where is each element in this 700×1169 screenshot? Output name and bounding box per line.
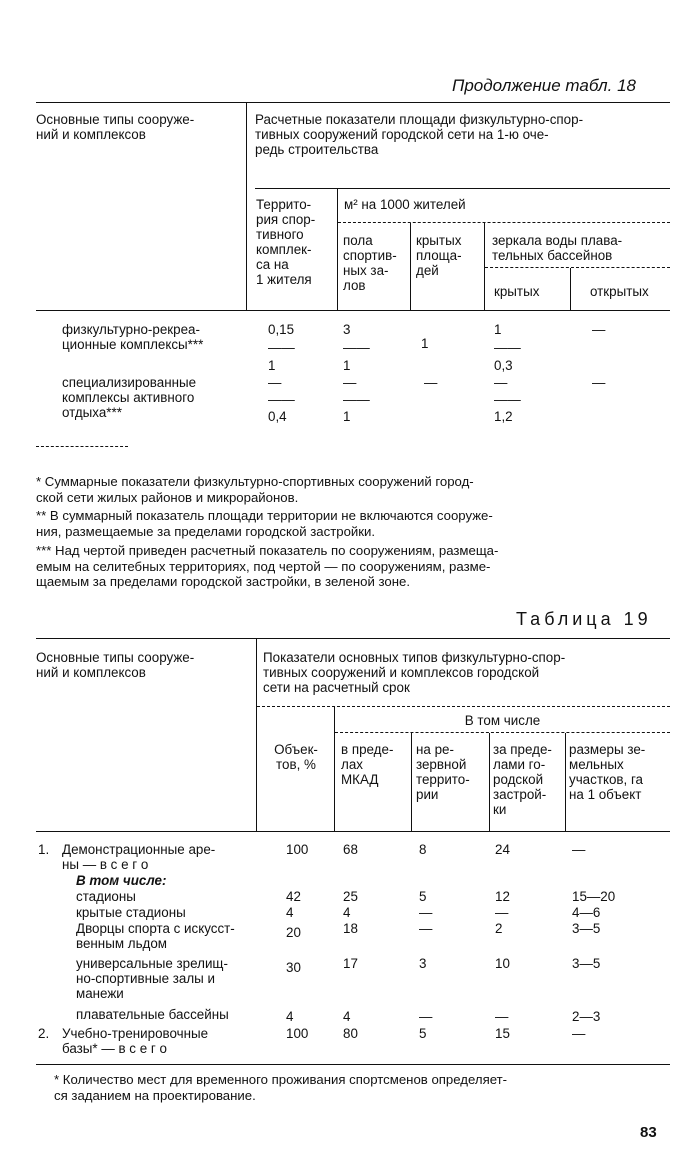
t19-header-divider [256, 639, 257, 831]
t18-cell-pools-covered-bottom: 0,3 [494, 358, 513, 373]
t19-header-group: Показатели основных типов физкультурно-спор- тивных сооружений и комплексов городской сети на расчетный срок [263, 650, 566, 695]
t18-header-divider [246, 103, 247, 310]
t19-top-rule [36, 638, 670, 639]
t19-cell-reserve: — [419, 905, 433, 920]
t19-header-bottom-rule [36, 831, 670, 832]
t19-cell-mkad: 4 [343, 905, 351, 920]
t19-row-name: стадионы [76, 889, 136, 904]
t19-subheader-rule [257, 706, 670, 707]
t18-header-pools-open: открытых [590, 284, 649, 299]
t19-row-name: плавательные бассейны [76, 1007, 229, 1022]
t19-cell-mkad: 68 [343, 842, 358, 857]
t19-cell-mkad: 17 [343, 956, 358, 971]
t19-row-number: 2. [38, 1026, 50, 1041]
t19-cell-outside: 24 [495, 842, 510, 857]
t19-cell-outside: 2 [495, 921, 503, 936]
t18-cell-covered-areas: 1 [421, 336, 429, 351]
t19-col-divider-4 [565, 733, 566, 831]
continuation-caption: Продолжение табл. 18 [452, 76, 636, 95]
t19-cell-outside: 12 [495, 889, 510, 904]
table-19-title: Таблица 19 [516, 609, 652, 629]
t19-row-name: Демонстрационные аре- ны — в с е г о [62, 842, 216, 872]
t19-footnote: * Количество мест для временного проживания спортсменов определяет- ся заданием на проектирование. [54, 1072, 508, 1103]
t19-cell-outside: — [495, 1009, 509, 1024]
t19-cell-objects: 30 [286, 960, 301, 975]
t19-cell-objects: 4 [286, 905, 294, 920]
t19-cell-plot: 3—5 [572, 921, 601, 936]
t18-cell-pools-open: — [592, 375, 606, 390]
footnote-separator [36, 446, 128, 447]
t18-pools-rule [485, 267, 670, 268]
t18-cell-floor-bottom: 1 [343, 409, 351, 424]
t19-row-name: универсальные зрелищ- но-спортивные залы и манежи [76, 956, 228, 1001]
t18-subheader-rule [255, 188, 670, 189]
t18-footnote-3: *** Над чертой приведен расчетный показатель по сооружениям, размеща- емым на селитебных территориях, под чертой — по сооружениям, разме- щаемым за пределами городской застройки, в зеленой зоне. [36, 543, 499, 589]
t19-header-mkad: в преде- лах МКАД [341, 742, 394, 787]
t18-row-name: специализированные комплексы активного отдыха*** [62, 375, 197, 420]
t19-cell-plot: 2—3 [572, 1009, 601, 1024]
t19-cell-plot: — [572, 842, 586, 857]
t19-header-main: Основные типы сооруже- ний и комплексов [36, 650, 195, 680]
t18-col-divider-1 [337, 189, 338, 310]
t18-header-pools-covered: крытых [494, 284, 540, 299]
t19-row-subheading: В том числе: [76, 873, 167, 888]
t18-footnote-2: ** В суммарный показатель площади территории не включаются сооруже- ния, размещаемые за пределами городской застройки. [36, 508, 493, 539]
t18-header-main: Основные типы сооруже- ний и комплексов [36, 112, 195, 142]
t19-header-outside: за преде- лами го- родской застрой- ки [493, 742, 552, 817]
t19-incl-rule [335, 732, 670, 733]
t19-header-reserve: на ре- зервной террито- рии [416, 742, 470, 802]
t18-header-covered-areas: крытых площа- дей [416, 233, 462, 278]
t18-cell-fraction-dash: —— [268, 392, 295, 407]
t19-cell-objects: 20 [286, 925, 301, 940]
t18-cell-floor-top: — [343, 375, 357, 390]
t18-header-pools: зеркала воды плава- тельных бассейнов [492, 233, 623, 263]
t19-cell-plot: 4—6 [572, 905, 601, 920]
t18-header-bottom-rule [36, 310, 670, 311]
t18-cell-territory-top: 0,15 [268, 322, 295, 337]
t18-cell-territory-bottom: 1 [268, 358, 276, 373]
t18-cell-pools-covered-top: 1 [494, 322, 502, 337]
t19-cell-mkad: 80 [343, 1026, 358, 1041]
t18-cell-fraction-dash: —— [494, 340, 521, 355]
t18-header-group: Расчетные показатели площади физкультурно-спор- тивных сооружений городской сети на 1-ю оче- редь строительства [255, 112, 584, 157]
t19-row-number: 1. [38, 842, 50, 857]
t19-row-name: Дворцы спорта с искусст- венным льдом [76, 921, 235, 951]
t19-col-divider-2 [411, 733, 412, 831]
t19-header-plot: размеры зе- мельных участков, га на 1 объект [569, 742, 646, 802]
t19-row-name: Учебно-тренировочные базы* — в с е г о [62, 1026, 209, 1056]
t19-row-name: крытые стадионы [76, 905, 186, 920]
t19-cell-objects: 42 [286, 889, 301, 904]
t18-cell-floor-top: 3 [343, 322, 351, 337]
t19-cell-reserve: 5 [419, 889, 427, 904]
t18-top-rule [36, 102, 670, 103]
t18-header-fields: пола спортив- ных за- лов [343, 233, 397, 293]
t19-header-incl: В том числе [464, 713, 541, 728]
t19-cell-objects: 4 [286, 1009, 294, 1024]
t18-cell-fraction-dash: —— [268, 340, 295, 355]
t19-cell-mkad: 18 [343, 921, 358, 936]
t19-cell-reserve: 3 [419, 956, 427, 971]
t18-cell-fraction-dash: —— [343, 392, 370, 407]
t18-cell-pools-open: — [592, 322, 606, 337]
t18-cell-territory-bottom: 0,4 [268, 409, 287, 424]
t18-cell-fraction-dash: —— [494, 392, 521, 407]
t18-row-name: физкультурно-рекреа- ционные комплексы*** [62, 322, 204, 352]
t18-header-per1000: м² на 1000 жителей [344, 197, 466, 212]
t19-bottom-rule [36, 1064, 670, 1065]
t19-cell-outside: 15 [495, 1026, 510, 1041]
t19-cell-outside: 10 [495, 956, 510, 971]
t19-cell-mkad: 4 [343, 1009, 351, 1024]
t19-header-objects: Объек- тов, % [274, 742, 318, 772]
t18-col-divider-4 [570, 268, 571, 310]
t19-cell-reserve: — [419, 1009, 433, 1024]
t19-cell-reserve: — [419, 921, 433, 936]
t19-cell-objects: 100 [286, 842, 309, 857]
t19-cell-outside: — [495, 905, 509, 920]
t19-cell-objects: 100 [286, 1026, 309, 1041]
t18-cell-floor-bottom: 1 [343, 358, 351, 373]
t18-header-territory: Террито- рия спор- тивного комплек- са на 1 жителя [256, 197, 316, 287]
t19-cell-reserve: 8 [419, 842, 427, 857]
t18-col-divider-2 [410, 223, 411, 310]
page-number: 83 [640, 1124, 657, 1141]
t19-cell-reserve: 5 [419, 1026, 427, 1041]
t18-per1000-rule [338, 222, 670, 223]
t19-cell-mkad: 25 [343, 889, 358, 904]
t18-footnote-1: * Суммарные показатели физкультурно-спортивных сооружений город- ской сети жилых районов и микрорайонов. [36, 474, 474, 505]
t19-cell-plot: 3—5 [572, 956, 601, 971]
t18-cell-covered-areas: — [424, 375, 438, 390]
t18-cell-pools-covered-top: — [494, 375, 508, 390]
t19-cell-plot: 15—20 [572, 889, 616, 904]
t19-col-divider-3 [489, 733, 490, 831]
t19-cell-plot: — [572, 1026, 586, 1041]
t18-cell-fraction-dash: —— [343, 340, 370, 355]
t18-cell-pools-covered-bottom: 1,2 [494, 409, 513, 424]
t18-cell-territory-top: — [268, 375, 282, 390]
